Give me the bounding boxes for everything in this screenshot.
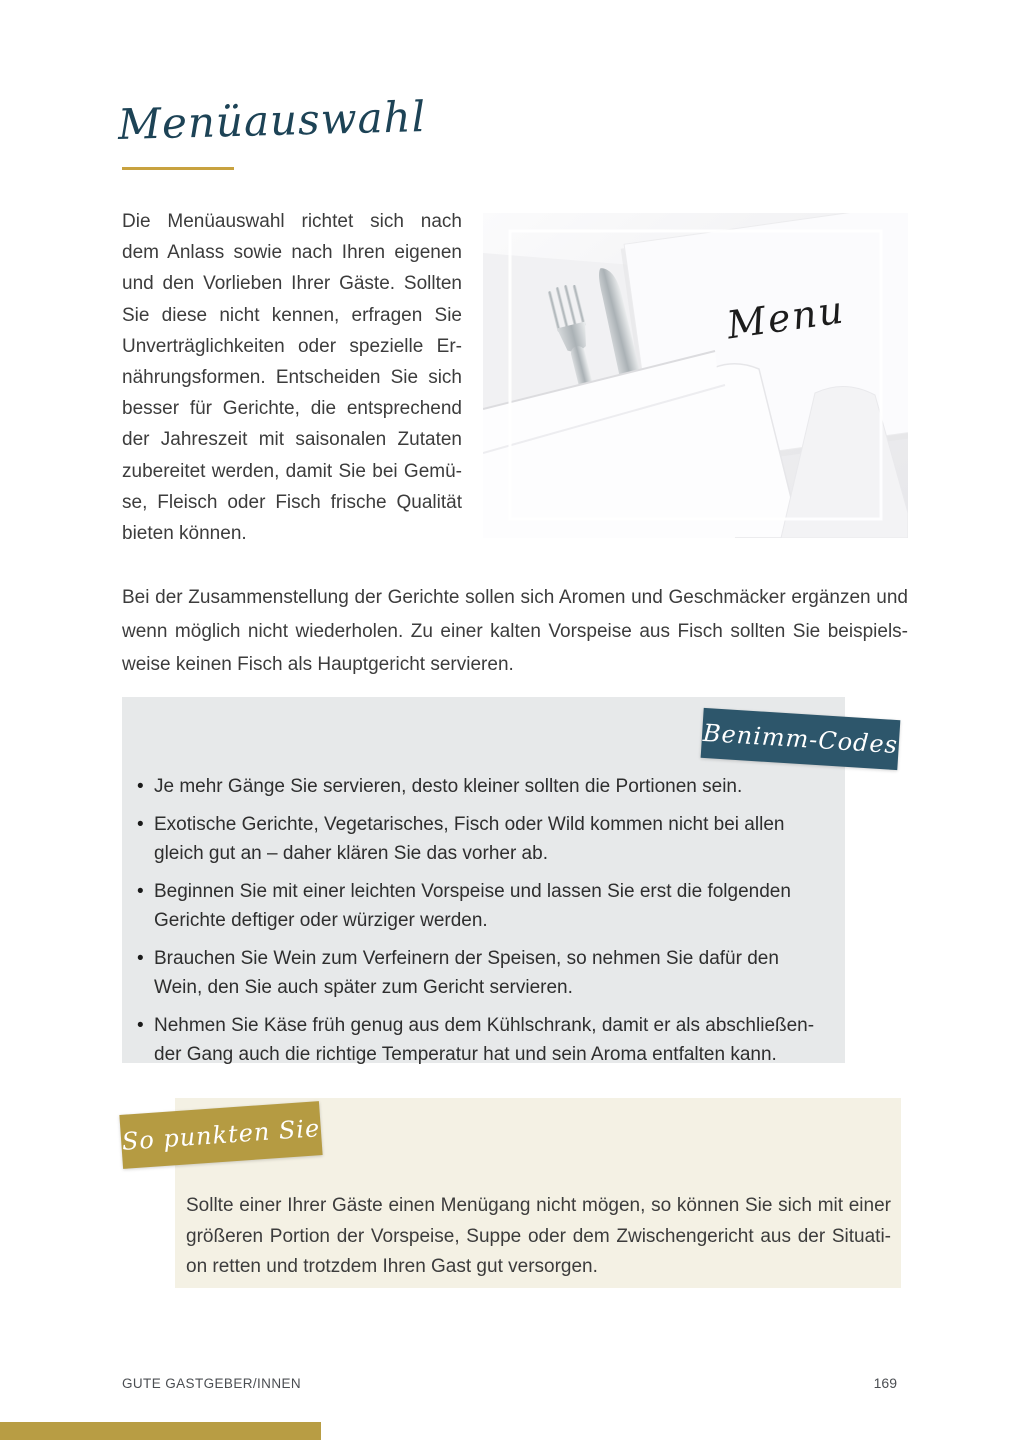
tip-paragraph bbox=[186, 1191, 891, 1283]
intro-paragraph bbox=[122, 206, 462, 549]
text-line: größeren Portion der Vorspeise, Suppe oder dem Zwischengericht aus der Situati- bbox=[186, 1225, 891, 1247]
text-line: Sollte einer Ihrer Gäste einen Menügang nicht mögen, so können Sie sich mit einer bbox=[186, 1195, 891, 1216]
text-line: der Jahreszeit mit saisonalen Zutaten bbox=[122, 429, 462, 451]
bottom-gold-bar bbox=[0, 1422, 321, 1440]
bullet-item bbox=[137, 944, 837, 1003]
menu-photo-illustration bbox=[483, 213, 908, 538]
text-line: der Gang auch die richtige Temperatur hat und sein Aroma entfalten kann. bbox=[154, 1044, 777, 1065]
text-line: wenn möglich nicht wiederholen. Zu einer kalten Vorspeise aus Fisch sollten Sie beispiels- bbox=[122, 620, 908, 642]
text-line: • Nehmen Sie Käse früh genug aus dem Kühlschrank, damit er als abschließen- bbox=[154, 1014, 815, 1036]
text-line: Bei der Zusammenstellung der Gerichte sollen sich Aromen und Geschmäcker ergänzen und bbox=[122, 587, 908, 608]
bullet-item bbox=[137, 810, 837, 869]
footer-book-title: GUTE GASTGEBER/INNEN bbox=[122, 1376, 302, 1391]
text-line: • Beginnen Sie mit einer leichten Vorspeise und lassen Sie erst die folgenden bbox=[154, 880, 791, 902]
benimm-codes-ribbon-label: Benimm-Codes bbox=[702, 718, 899, 760]
page-title: Menüauswahl bbox=[117, 91, 427, 150]
text-line: on retten und trotzdem Ihren Gast gut versorgen. bbox=[186, 1256, 598, 1277]
text-line: besser für Gerichte, die entsprechend bbox=[122, 398, 462, 420]
menu-card-label: Menu bbox=[724, 287, 848, 348]
text-line: • Exotische Gerichte, Vegetarisches, Fisch oder Wild kommen nicht bei allen bbox=[154, 813, 785, 835]
second-paragraph bbox=[122, 581, 908, 682]
menu-photo bbox=[483, 213, 908, 538]
bullet-item bbox=[137, 1011, 837, 1070]
text-line: Wein, den Sie auch später zum Gericht servieren. bbox=[154, 977, 573, 998]
text-line: Die Menüauswahl richtet sich nach bbox=[122, 211, 462, 232]
text-line: Sie diese nicht kennen, erfragen Sie bbox=[122, 304, 462, 326]
footer-page-number: 169 bbox=[873, 1375, 897, 1391]
text-line: Gerichte deftiger oder würziger werden. bbox=[154, 910, 488, 931]
bullet-item bbox=[137, 772, 837, 802]
text-line: gleich gut an – daher klären Sie das vorher ab. bbox=[154, 843, 548, 864]
text-line: bieten können. bbox=[122, 523, 247, 545]
title-underline bbox=[122, 167, 234, 170]
text-line: • Brauchen Sie Wein zum Verfeinern der Speisen, so nehmen Sie dafür den bbox=[154, 947, 779, 969]
text-line: • Je mehr Gänge Sie servieren, desto kleiner sollten die Portionen sein. bbox=[154, 776, 743, 797]
text-line: nährungsformen. Entscheiden Sie sich bbox=[122, 367, 462, 389]
text-line: zubereitet werden, damit Sie bei Gemü- bbox=[122, 460, 462, 482]
tip-ribbon-label: So punkten Sie bbox=[120, 1114, 322, 1156]
text-line: und den Vorlieben Ihrer Gäste. Sollten bbox=[122, 273, 462, 295]
text-line: dem Anlass sowie nach Ihren eigenen bbox=[122, 242, 462, 264]
benimm-codes-list bbox=[137, 772, 837, 1078]
text-line: weise keinen Fisch als Hauptgericht servieren. bbox=[122, 654, 514, 675]
text-line: se, Fleisch oder Fisch frische Qualität bbox=[122, 491, 462, 513]
text-line: Unverträglichkeiten oder spezielle Er- bbox=[122, 335, 462, 357]
bullet-item bbox=[137, 877, 837, 936]
